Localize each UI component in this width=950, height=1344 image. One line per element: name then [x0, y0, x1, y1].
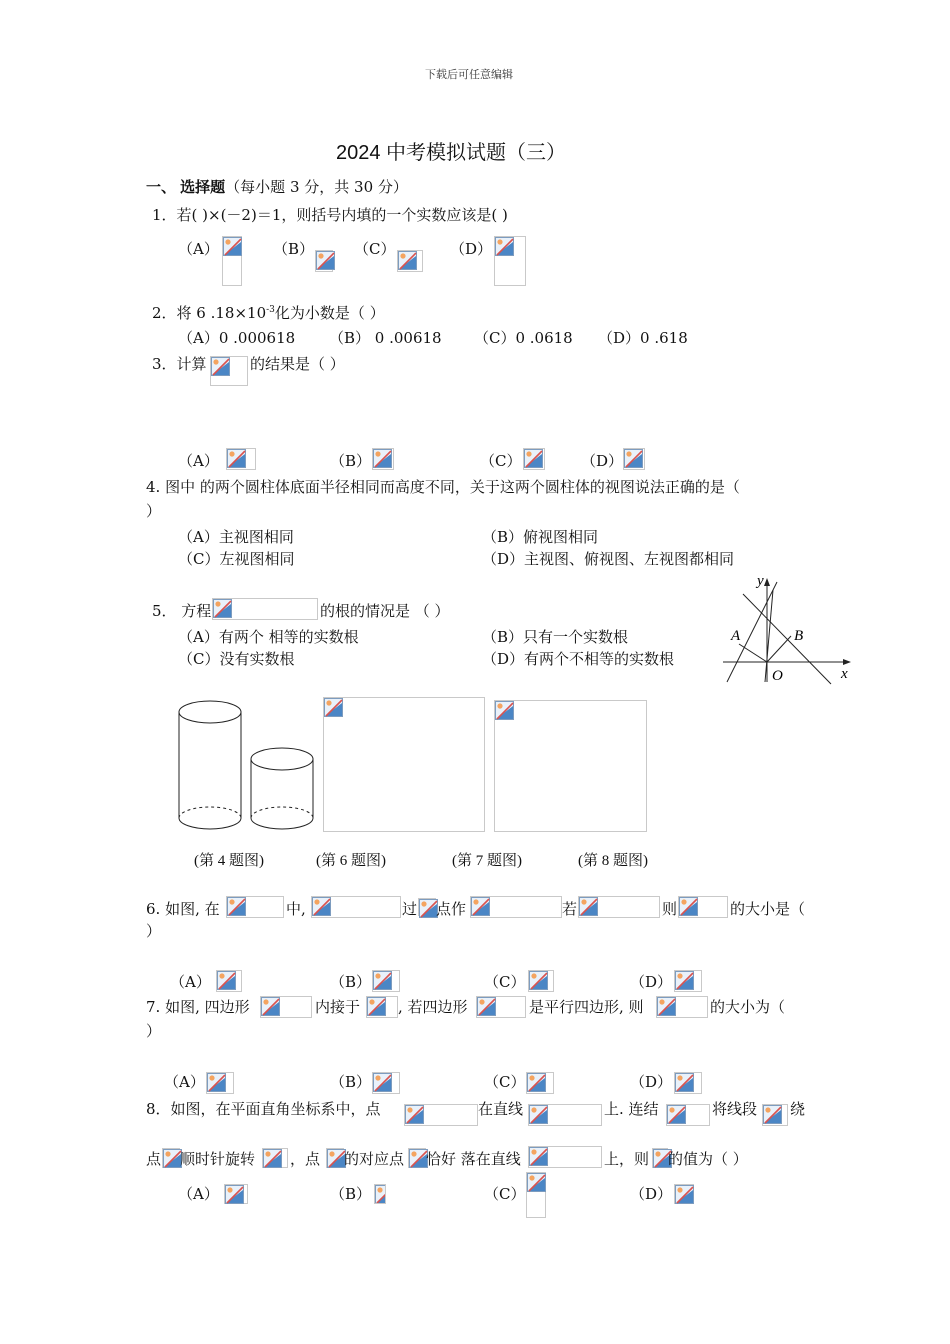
q3-c-image-icon: [523, 448, 545, 470]
q8-text-7: 顺时针旋转: [180, 1150, 256, 1168]
q7-quadrilateral-image-icon: [260, 996, 312, 1018]
q3-a-image-icon: [226, 448, 256, 470]
q6-text-6: 则: [662, 900, 678, 918]
q1-option-a: （A）: [178, 240, 219, 258]
q8-option-a: （A）: [178, 1185, 219, 1203]
q6-line2: ）: [146, 922, 162, 940]
q8-line2-image-icon: [528, 1146, 602, 1168]
q8-option-d: （D）: [630, 1185, 673, 1203]
q7-option-b: （B）: [330, 1073, 372, 1091]
header-note: 下载后可任意编辑: [425, 68, 513, 81]
q6-perpendicular-image-icon: [470, 896, 562, 918]
q5-option-b: （B）只有一个实数根: [482, 628, 629, 646]
figure-8-coordinate-diagram: [715, 570, 855, 690]
q1-a-image-icon: [222, 236, 242, 286]
q7-parallelogram-image-icon: [476, 996, 526, 1018]
q8-text-3: 上. 连结: [604, 1100, 659, 1118]
q8-text-12: 的值为（ ）: [668, 1150, 748, 1168]
q6-text-1: 6. 如图, 在: [146, 900, 220, 918]
q7-option-c: （C）: [484, 1073, 526, 1091]
q6-text-5: 若: [562, 900, 578, 918]
q6-c-image-icon: [528, 970, 554, 992]
q6-d-image-icon: [674, 970, 702, 992]
q8-text-2: 在直线: [478, 1100, 524, 1118]
q2-option-a: （A）0 .000618: [178, 329, 296, 347]
q2-option-c: （C）0 .0618: [474, 329, 573, 347]
q3-pre: 3．计算: [152, 355, 207, 373]
q8-text-8: ，点: [290, 1150, 321, 1168]
q6-text-7: 的大小是（: [730, 900, 806, 918]
caption-fig6: (第 6 题图): [316, 853, 386, 869]
caption-fig7: (第 7 题图): [452, 853, 522, 869]
fig8-x-label: x: [841, 666, 848, 682]
q5-option-c: （C）没有实数根: [178, 650, 295, 668]
q1-option-b: （B）: [273, 240, 315, 258]
q7-text-3: , 若四边形: [398, 998, 468, 1016]
q7-text-1: 7. 如图, 四边形: [146, 998, 250, 1016]
q8-option-b: （B）: [330, 1185, 372, 1203]
q7-circle-image-icon: [366, 996, 398, 1018]
q8-a-image-icon: [224, 1184, 248, 1204]
q5-option-d: （D）有两个不相等的实数根: [482, 650, 675, 668]
q7-option-d: （D）: [630, 1073, 673, 1091]
q8-option-c: （C）: [484, 1185, 526, 1203]
q4-option-a: （A）主视图相同: [178, 528, 294, 546]
figure-7-image-icon: [494, 700, 647, 832]
q6-angle-image-icon: [678, 896, 728, 918]
caption-fig4: (第 4 题图): [194, 853, 264, 869]
fig8-point-b-label: B: [794, 628, 804, 644]
q6-option-c: （C）: [484, 973, 526, 991]
q4-option-b: （B）俯视图相同: [482, 528, 599, 546]
q7-a-image-icon: [206, 1072, 234, 1094]
q8-center-image-icon: [162, 1148, 180, 1168]
q7-d-image-icon: [674, 1072, 702, 1094]
q7-text-2: 内接于: [315, 998, 361, 1016]
q6-text-2: 中,: [286, 900, 306, 918]
q3-b-image-icon: [372, 448, 394, 470]
q8-text-1: 8．如图，在平面直角坐标系中，点: [146, 1100, 381, 1118]
q4-stem-line2: ）: [146, 502, 162, 520]
q6-condition-image-icon: [311, 896, 401, 918]
q8-text-5: 绕: [790, 1100, 806, 1118]
q8-text-10: 恰好 落在直线: [426, 1150, 521, 1168]
fig8-origin-label: O: [772, 668, 783, 684]
q5-option-a: （A）有两个 相等的实数根: [178, 628, 359, 646]
q7-option-a: （A）: [164, 1073, 205, 1091]
q8-text-9: 的对应点: [344, 1150, 405, 1168]
q3-d-image-icon: [623, 448, 645, 470]
q6-option-d: （D）: [630, 973, 673, 991]
q8-point-a-image-icon: [404, 1104, 478, 1126]
q1-b-image-icon: [315, 250, 333, 272]
q7-text-4: 是平行四边形, 则: [529, 998, 644, 1016]
fig8-y-label: y: [757, 573, 764, 589]
q2-stem-post: 化为小数是（ ）: [274, 304, 385, 322]
q3-option-c: （C）: [480, 452, 522, 470]
q2-exponent: -3: [266, 305, 275, 315]
q1-d-image-icon: [494, 236, 526, 286]
q1-stem: 1．若( )×(－2)＝1，则括号内填的一个实数应该是( ): [152, 206, 508, 224]
q8-rotation-image-icon: [262, 1148, 288, 1168]
q8-c-image-icon: [526, 1172, 546, 1218]
page-title: 2024 中考模拟试题（三）: [336, 142, 567, 164]
q4-stem-line1: 4. 图中 的两个圆柱体底面半径相同而高度不同，关于这两个圆柱体的视图说法正确的是（: [146, 478, 740, 496]
q7-text-5: 的大小为（: [710, 998, 786, 1016]
q8-k-image-icon: [652, 1148, 668, 1168]
q8-b-image-icon: [374, 1184, 386, 1204]
q3-option-d: （D）: [581, 452, 624, 470]
q8-text-11: 上，则: [604, 1150, 650, 1168]
section-heading: 一、 选择题: [146, 179, 226, 196]
q6-triangle-image-icon: [226, 896, 284, 918]
q3-expression-image-icon: [210, 356, 248, 386]
q8-corresponding-point-image-icon: [408, 1148, 426, 1168]
q3-post: 的结果是（ ）: [250, 355, 345, 373]
q6-option-b: （B）: [330, 973, 372, 991]
q8-d-image-icon: [674, 1184, 694, 1204]
q7-b-image-icon: [372, 1072, 400, 1094]
q1-c-image-icon: [397, 250, 423, 272]
q6-text-4: 点作: [436, 900, 467, 918]
q6-if-image-icon: [578, 896, 660, 918]
section-note: （每小题 3 分，共 30 分）: [225, 178, 408, 196]
q7-line2: ）: [146, 1022, 162, 1040]
figure-4-cylinders: [170, 692, 322, 842]
q6-option-a: （A）: [170, 973, 211, 991]
q2-stem-pre: 2．将 6 .18×10: [152, 304, 267, 322]
q8-text-4: 将线段: [712, 1100, 758, 1118]
fig8-point-a-label: A: [731, 628, 741, 644]
q5-post: 的根的情况是 （ ）: [320, 602, 450, 620]
q6-point-image-icon: [418, 898, 436, 916]
q4-option-c: （C）左视图相同: [178, 550, 295, 568]
q4-option-d: （D）主视图、俯视图、左视图都相同: [482, 550, 735, 568]
q3-option-b: （B）: [330, 452, 372, 470]
q2-option-d: （D）0 .618: [598, 329, 688, 347]
q7-c-image-icon: [526, 1072, 554, 1094]
q6-text-3: 过: [402, 900, 418, 918]
q6-a-image-icon: [216, 970, 242, 992]
q7-angle-image-icon: [656, 996, 708, 1018]
q6-b-image-icon: [372, 970, 400, 992]
q8-point-image-icon: [326, 1148, 344, 1168]
q1-option-c: （C）: [354, 240, 396, 258]
q8-segment-image-icon: [762, 1104, 788, 1126]
q8-text-6: 点: [146, 1150, 162, 1168]
q5-equation-image-icon: [212, 598, 318, 620]
q8-segment-oa-image-icon: [666, 1104, 710, 1126]
caption-fig8: (第 8 题图): [578, 853, 648, 869]
figure-6-image-icon: [323, 697, 485, 832]
q8-line-image-icon: [528, 1104, 602, 1126]
q1-option-d: （D）: [450, 240, 493, 258]
q2-option-b: （B） 0 .00618: [329, 329, 442, 347]
q3-option-a: （A）: [178, 452, 219, 470]
q5-pre: 5． 方程: [152, 602, 212, 620]
